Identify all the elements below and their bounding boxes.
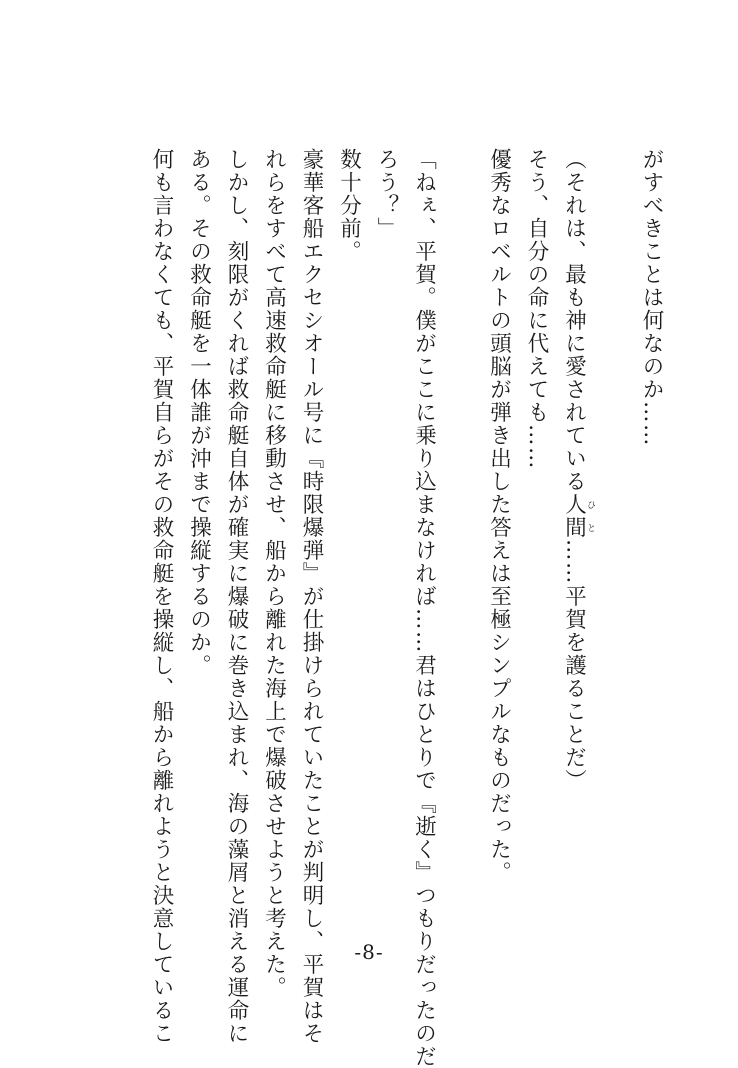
text-line-7: 数十分前。 [336,148,362,263]
page-number: -8- [354,940,384,964]
text-line-11: ある。その救命艇を一体誰が沖まで操縦するのか。 [186,148,212,677]
vertical-text-body [110,148,670,1068]
text-line-2-head: （それは、最も神に愛されている [561,148,587,493]
text-line-2 [555,148,595,938]
text-line-4: 優秀なロベルトの頭脳が弾き出した答えは至極シンプルなものだった。 [486,148,512,884]
text-line-2-tail: ……平賀を護ることだ） [561,539,587,792]
ruby-annotation [561,493,595,539]
text-line-8: 豪華客船エクセシオール号に『時限爆弾』が仕掛けられていたことが判明し、平賀はそ [299,148,324,1045]
text-line-1: がすべきことは何なのか…… [639,148,664,447]
text-line-12: 何も言わなくても、平賀自らがその救命艇を操縦し、船から離れようと決意しているこ [149,148,174,1045]
blank-line [595,148,633,938]
text-line-6: ろう？」 [374,148,399,240]
text-line-9: れらをすべて高速救命艇に移動させ、船から離れた海上で爆破させようと考えた。 [261,148,287,999]
text-line-3: そう、自分の命に代えても…… [524,148,549,470]
text-line-10: しかし、刻限がくれば救命艇自体が確実に爆破に巻き込まれ、海の藻屑と消える運命に [224,148,249,1045]
ruby-reading: ひと [585,493,595,539]
blank-line [443,148,481,938]
ruby-base: 人間 [561,493,587,539]
text-line-5: 「ねぇ、平賀。僕がここに乗り込まなければ……君はひとりで『逝く』つもりだったのだ [411,148,437,1068]
